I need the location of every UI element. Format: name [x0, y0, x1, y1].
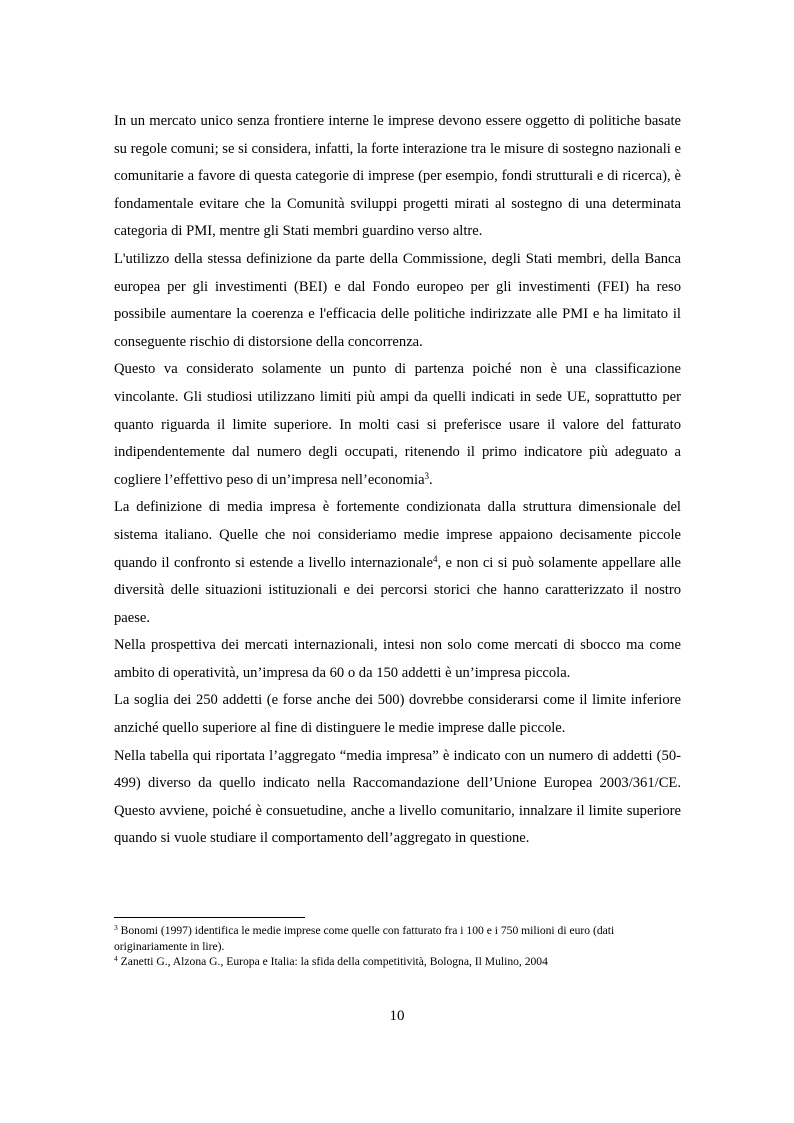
- paragraph: La soglia dei 250 addetti (e forse anche dei 500) dovrebbe considerarsi come il limite inferiore anziché quello superiore al fine di distinguere le medie imprese dalle piccole.: [114, 692, 681, 737]
- footnotes: [114, 923, 681, 970]
- page-number: 10: [389, 1008, 405, 1024]
- paragraph: Nella prospettiva dei mercati internazionali, intesi non solo come mercati di sbocco ma come ambito di operatività, un’impresa da 60 o da 150 addetti è un’impresa piccola.: [114, 637, 681, 681]
- paragraph: [114, 356, 681, 494]
- paragraph-text-tail: , e non ci si può solamente appellare alle diversità delle situazioni istituzionali e dei percorsi storici che hanno caratterizzato il nostro paese.: [114, 554, 681, 626]
- paragraph: L'utilizzo della stessa definizione da parte della Commissione, degli Stati membri, della Banca europea per gli investimenti (BEI) e dal Fondo europeo per gli investimenti (FEI) ha reso possibile aumentare la coerenza e l'efficacia delle politiche indirizzate alle PMI e ha limitato il conseguente rischio di distorsione della concorrenza.: [114, 250, 681, 350]
- paragraph-text: Questo va considerato solamente un punto di partenza poiché non è una classificazione vincolante. Gli studiosi utilizzano limiti più ampi da quelli indicati in sede UE, soprattutto per quanto riguarda il limite superiore. In molti casi si preferisce usare il valore del fatturato indipendentemente dal numero degli occupati, ritenendo il primo indicatore più adeguato a cogliere l’effettivo peso di un’impresa nell’economia: [114, 361, 681, 488]
- paragraph-text: La definizione di media impresa è fortemente condizionata dalla struttura dimensionale del sistema italiano. Quelle che noi consideriamo medie imprese appaiono decisamente piccole quando il confronto si estende a livello internazionale: [114, 499, 681, 571]
- body-text: [114, 108, 681, 853]
- footnote-number: 4: [114, 954, 118, 963]
- paragraph-text-tail: .: [429, 471, 433, 488]
- footnote-number: 3: [114, 923, 118, 932]
- paragraph: In un mercato unico senza frontiere interne le imprese devono essere oggetto di politiche basate su regole comuni; se si considera, infatti, la forte interazione tra le misure di sostegno nazionali e comunitarie a favore di questa categorie di imprese (per esempio, fondi strutturali e di ricerca), è fondamentale evitare che la Comunità sviluppi progetti mirati al sostegno di una determinata categoria di PMI, mentre gli Stati membri guardino verso altre.: [114, 113, 681, 240]
- footnote-text: Bonomi (1997) identifica le medie imprese come quelle con fatturato fra i 100 e i 750 milioni di euro (dati originariamente in lire).: [114, 924, 615, 953]
- footnote-separator: [114, 917, 305, 918]
- footnote: [114, 923, 681, 954]
- footnote: [114, 954, 681, 970]
- footnote-reference: 4: [432, 553, 438, 564]
- paragraph: Nella tabella qui riportata l’aggregato “media impresa” è indicato con un numero di addetti (50-499) diverso da quello indicato nella Raccomandazione dell’Unione Europea 2003/361/CE. Questo avviene, poiché è consuetudine, anche a livello comunitario, innalzare il limite superiore quando si vuole studiare il comportamento dell’aggregato in questione.: [114, 747, 681, 847]
- paragraph: [114, 494, 681, 632]
- footnote-text: Zanetti G., Alzona G., Europa e Italia: la sfida della competitività, Bologna, Il Mulino, 2004: [117, 955, 548, 968]
- footnote-reference: 3: [424, 470, 430, 481]
